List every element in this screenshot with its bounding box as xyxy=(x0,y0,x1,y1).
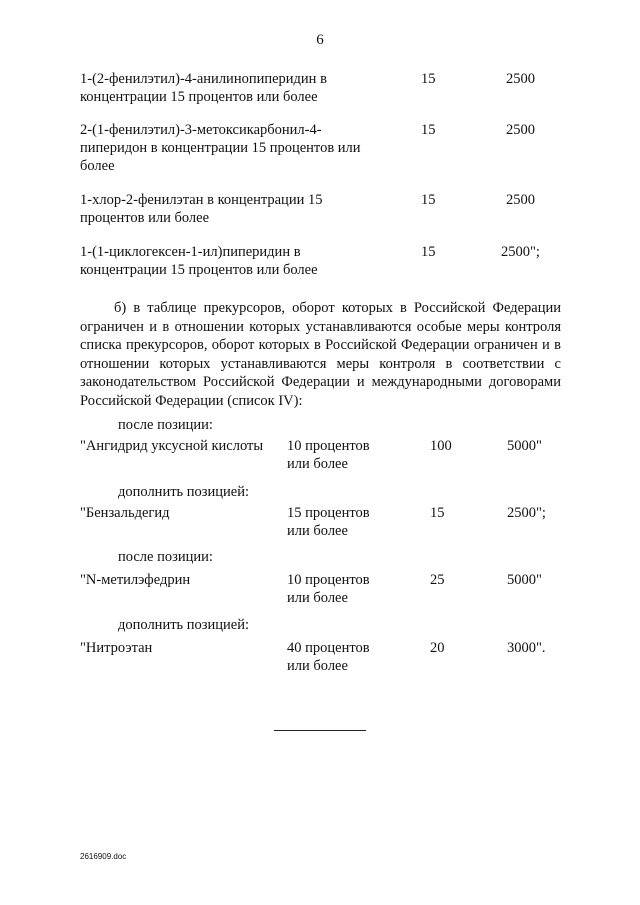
substance-limit: 2500 xyxy=(506,71,535,87)
instruction-after-position: после позиции: xyxy=(118,549,213,565)
list-entry-quantity: 20 xyxy=(430,640,445,656)
list-entry-concentration-suffix: или более xyxy=(287,523,348,539)
list-entry-limit: 5000" xyxy=(507,438,542,454)
list-entry-concentration: 10 процентов xyxy=(287,438,370,454)
end-divider-line xyxy=(274,730,366,731)
substance-limit: 2500 xyxy=(506,192,535,208)
list-entry-concentration: 10 процентов xyxy=(287,572,370,588)
list-entry-name: "Бензальдегид xyxy=(80,505,170,521)
list-entry-concentration-suffix: или более xyxy=(287,456,348,472)
list-entry-name: "Ангидрид уксусной кислоты xyxy=(80,438,264,454)
list-entry-concentration: 40 процентов xyxy=(287,640,370,656)
list-entry-concentration: 15 процентов xyxy=(287,505,370,521)
paragraph-b: б) в таблице прекурсоров, оборот которых в Российской Федерации ограничен и в отношении которых устанавливаются особые меры контроля списка прекурсоров, оборот которых в Российской Федерации ограничен и в отношении которых устанавливаются меры контроля в соответствии с законодательством Российской Федерации и международными договорами Российской Федерации (список IV): xyxy=(80,300,561,409)
substance-quantity: 15 xyxy=(421,122,436,138)
substance-quantity: 15 xyxy=(421,192,436,208)
page-number: 6 xyxy=(316,32,324,48)
substance-quantity: 15 xyxy=(421,71,436,87)
list-entry-limit: 3000". xyxy=(507,640,546,656)
substance-limit: 2500"; xyxy=(501,244,540,260)
instruction-after-position: после позиции: xyxy=(118,417,213,433)
substance-name: 1-(1-циклогексен-1-ил)пиперидин в концентрации 15 процентов или более xyxy=(80,244,318,278)
footer-document-code: 2616909.doc xyxy=(80,852,127,861)
list-entry-quantity: 15 xyxy=(430,505,445,521)
substance-name: 1-(2-фенилэтил)-4-анилинопиперидин в концентрации 15 процентов или более xyxy=(80,71,327,105)
substance-name: 2-(1-фенилэтил)-3-метоксикарбонил-4-пиперидон в концентрации 15 процентов или более xyxy=(80,122,361,174)
substance-name: 1-хлор-2-фенилэтан в концентрации 15 процентов или более xyxy=(80,192,323,226)
list-entry-concentration-suffix: или более xyxy=(287,658,348,674)
list-entry-quantity: 100 xyxy=(430,438,452,454)
list-entry-limit: 2500"; xyxy=(507,505,546,521)
instruction-add-position: дополнить позицией: xyxy=(118,484,250,500)
list-entry-quantity: 25 xyxy=(430,572,445,588)
instruction-add-position: дополнить позицией: xyxy=(118,617,250,633)
list-entry-name: "Нитроэтан xyxy=(80,640,153,656)
list-entry-concentration-suffix: или более xyxy=(287,590,348,606)
list-entry-limit: 5000" xyxy=(507,572,542,588)
substance-quantity: 15 xyxy=(421,244,436,260)
substance-limit: 2500 xyxy=(506,122,535,138)
list-entry-name: "N-метилэфедрин xyxy=(80,572,191,588)
